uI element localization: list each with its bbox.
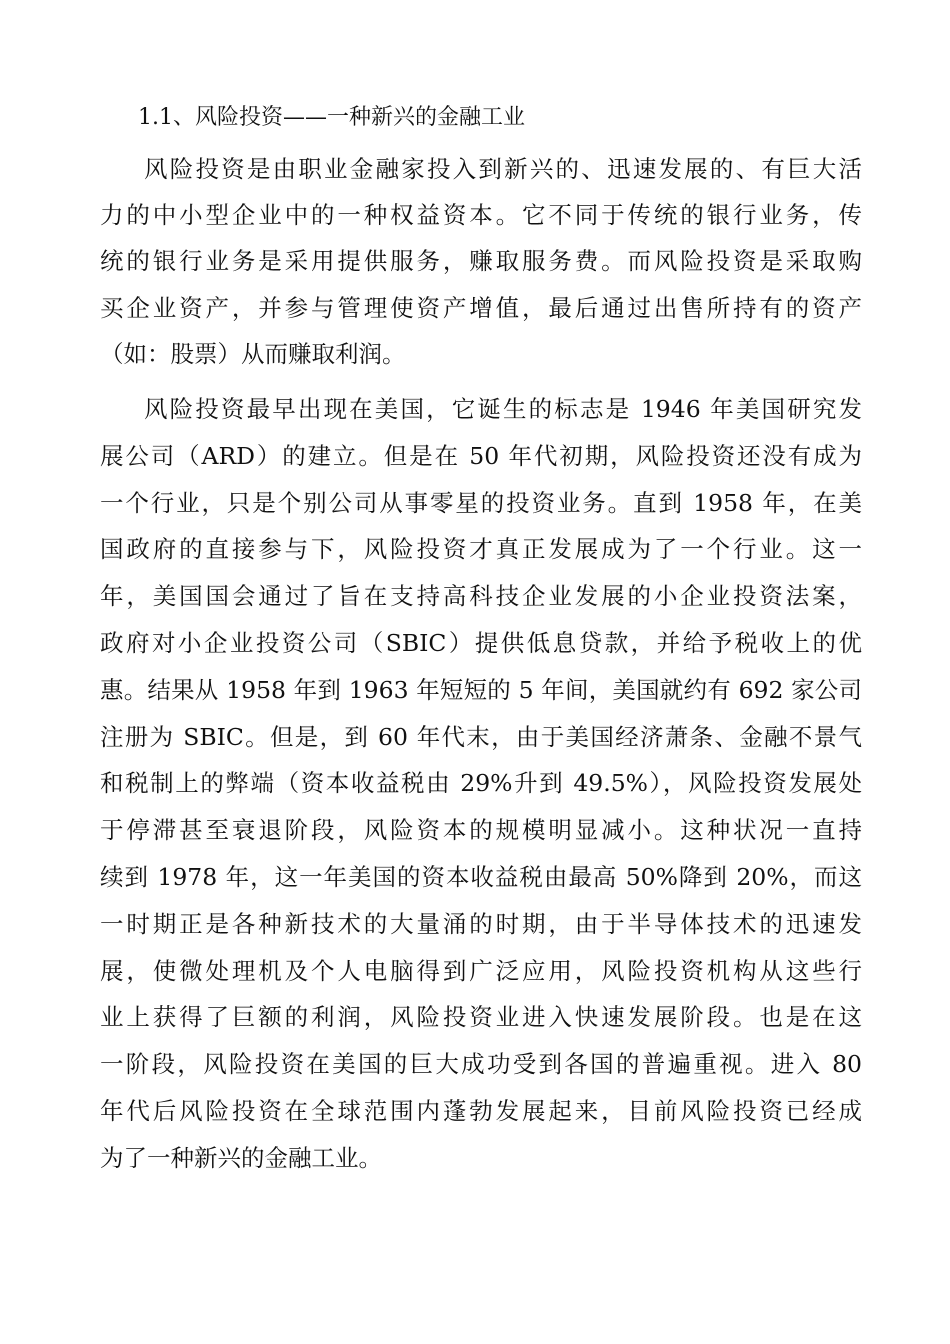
- paragraph-2-line: 和税制上的弊端（资本收益税由 29%升到 49.5%），风险投资发展处: [100, 769, 862, 798]
- paragraph-2-line: 于停滞甚至衰退阶段，风险资本的规模明显减小。这种状况一直持: [100, 816, 862, 845]
- paragraph-1-line: 买企业资产，并参与管理使资产增值，最后通过出售所持有的资产: [100, 293, 862, 322]
- paragraph-1-line: 风险投资是由职业金融家投入到新兴的、迅速发展的、有巨大活: [144, 155, 862, 183]
- paragraph-1: [100, 146, 862, 377]
- paragraph-1-line: 力的中小型企业中的一种权益资本。它不同于传统的银行业务，传: [100, 201, 862, 230]
- paragraph-2-line: 年，美国国会通过了旨在支持高科技企业发展的小企业投资法案，: [100, 582, 862, 611]
- paragraph-2-line: 展公司（ARD）的建立。但是在 50 年代初期，风险投资还没有成为: [100, 441, 862, 470]
- paragraph-1-line: 统的银行业务是采用提供服务，赚取服务费。而风险投资是采取购: [100, 247, 862, 276]
- paragraph-2-line: 续到 1978 年，这一年美国的资本收益税由最高 50%降到 20%，而这: [100, 862, 862, 891]
- paragraph-2-line: 一时期正是各种新技术的大量涌的时期，由于半导体技术的迅速发: [100, 909, 862, 938]
- paragraph-2-line: 业上获得了巨额的利润，风险投资业进入快速发展阶段。也是在这: [100, 1003, 862, 1032]
- paragraph-2-line: 年代后风险投资在全球范围内蓬勃发展起来，目前风险投资已经成: [100, 1096, 862, 1125]
- paragraph-2: [100, 386, 862, 1182]
- paragraph-2-line: 政府对小企业投资公司（SBIC）提供低息贷款，并给予税收上的优: [100, 628, 862, 657]
- paragraph-1-line: （如：股票）从而赚取利润。: [100, 339, 406, 368]
- section-heading: 1.1、风险投资——一种新兴的金融工业: [138, 105, 525, 130]
- paragraph-2-line: 为了一种新兴的金融工业。: [100, 1143, 382, 1172]
- paragraph-2-line: 一个行业，只是个别公司从事零星的投资业务。直到 1958 年，在美: [100, 488, 862, 517]
- paragraph-2-line: 一阶段，风险投资在美国的巨大成功受到各国的普遍重视。进入 80: [100, 1050, 862, 1079]
- paragraph-2-line: 展，使微处理机及个人电脑得到广泛应用，风险投资机构从这些行: [100, 956, 862, 985]
- paragraph-2-line: 国政府的直接参与下，风险投资才真正发展成为了一个行业。这一: [100, 535, 862, 564]
- paragraph-2-line: 注册为 SBIC。但是，到 60 年代末，由于美国经济萧条、金融不景气: [100, 722, 862, 751]
- paragraph-2-line: 风险投资最早出现在美国，它诞生的标志是 1946 年美国研究发: [144, 395, 862, 423]
- paragraph-2-line: 惠。结果从 1958 年到 1963 年短短的 5 年间，美国就约有 692 家公司: [100, 675, 862, 704]
